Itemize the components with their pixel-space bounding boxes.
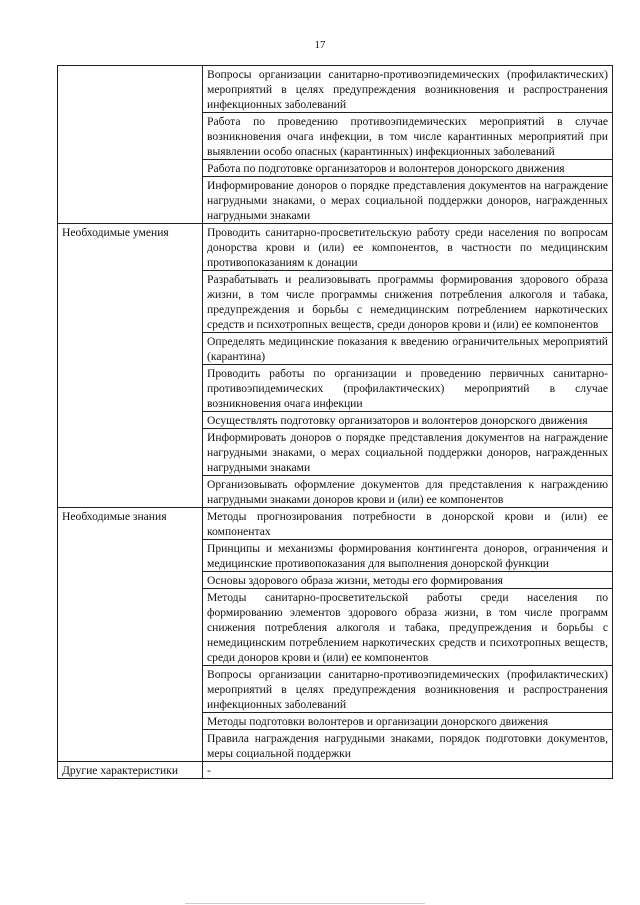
row-label [58, 66, 203, 224]
table-row [58, 66, 613, 113]
row-text: Определять медицинские показания к введению ограничительных мероприятий (карантина) [203, 333, 613, 365]
row-text: Информирование доноров о порядке представления документов на награждение нагрудными знаками, о мерах социальной поддержки доноров, награжденных нагрудными знаками [203, 177, 613, 224]
row-text: Осуществлять подготовку организаторов и волонтеров донорского движения [203, 412, 613, 429]
section-label-other: Другие характеристики [58, 762, 203, 779]
qualification-table [57, 65, 613, 779]
row-text: Разрабатывать и реализовывать программы формирования здорового образа жизни, в том числе программы снижения потребления алкоголя и табака, предупреждения и борьбы с немедицинским потреблением наркотических средств и психотропных веществ, среди доноров крови и (или) ее компонентов [203, 271, 613, 333]
row-text: Проводить работы по организации и проведению первичных санитарно-противоэпидемических (профилактических) мероприятий в случае возникновения очага инфекции [203, 365, 613, 412]
row-text: Вопросы организации санитарно-противоэпидемических (профилактических) мероприятий в целях предупреждения возникновения и распространения инфекционных заболеваний [203, 66, 613, 113]
scan-edge-line [185, 903, 425, 904]
row-text: Методы подготовки волонтеров и организации донорского движения [203, 713, 613, 730]
row-text: Организовывать оформление документов для представления к награждению нагрудными знаками доноров крови и (или) ее компонентов [203, 476, 613, 508]
table-row [58, 224, 613, 271]
table-row [58, 762, 613, 779]
row-text: Правила награждения нагрудными знаками, порядок подготовки документов, меры социальной поддержки [203, 730, 613, 762]
row-text: Вопросы организации санитарно-противоэпидемических (профилактических) мероприятий в целях предупреждения возникновения и распространения инфекционных заболеваний [203, 666, 613, 713]
row-text: Работа по проведению противоэпидемических мероприятий в случае возникновения очага инфекции, в том числе карантинных мероприятий при выявлении особо опасных (карантинных) инфекционных заболеваний [203, 113, 613, 160]
section-label-knowledge: Необходимые знания [58, 508, 203, 762]
row-text: Основы здорового образа жизни, методы его формирования [203, 572, 613, 589]
table-row [58, 508, 613, 540]
row-text: Работа по подготовке организаторов и волонтеров донорского движения [203, 160, 613, 177]
row-text: - [203, 762, 613, 779]
page-number: 17 [314, 39, 326, 51]
row-text: Принципы и механизмы формирования контингента доноров, ограничения и медицинские противопоказания для выполнения донорской функции [203, 540, 613, 572]
row-text: Информировать доноров о порядке представления документов на награждение нагрудными знаками, о мерах социальной поддержки доноров, награжденных нагрудными знаками [203, 429, 613, 476]
row-text: Проводить санитарно-просветительскую работу среди населения по вопросам донорства крови и (или) ее компонентов, в частности по медицинским противопоказаниям к донации [203, 224, 613, 271]
section-label-skills: Необходимые умения [58, 224, 203, 508]
row-text: Методы прогнозирования потребности в донорской крови и (или) ее компонентах [203, 508, 613, 540]
row-text: Методы санитарно-просветительской работы среди населения по формированию элементов здорового образа жизни, в том числе программ снижения потребления алкоголя и табака, предупреждения и борьбы с немедицинским потреблением наркотических средств и психотропных веществ, среди доноров крови и (или) ее компонентов [203, 589, 613, 666]
